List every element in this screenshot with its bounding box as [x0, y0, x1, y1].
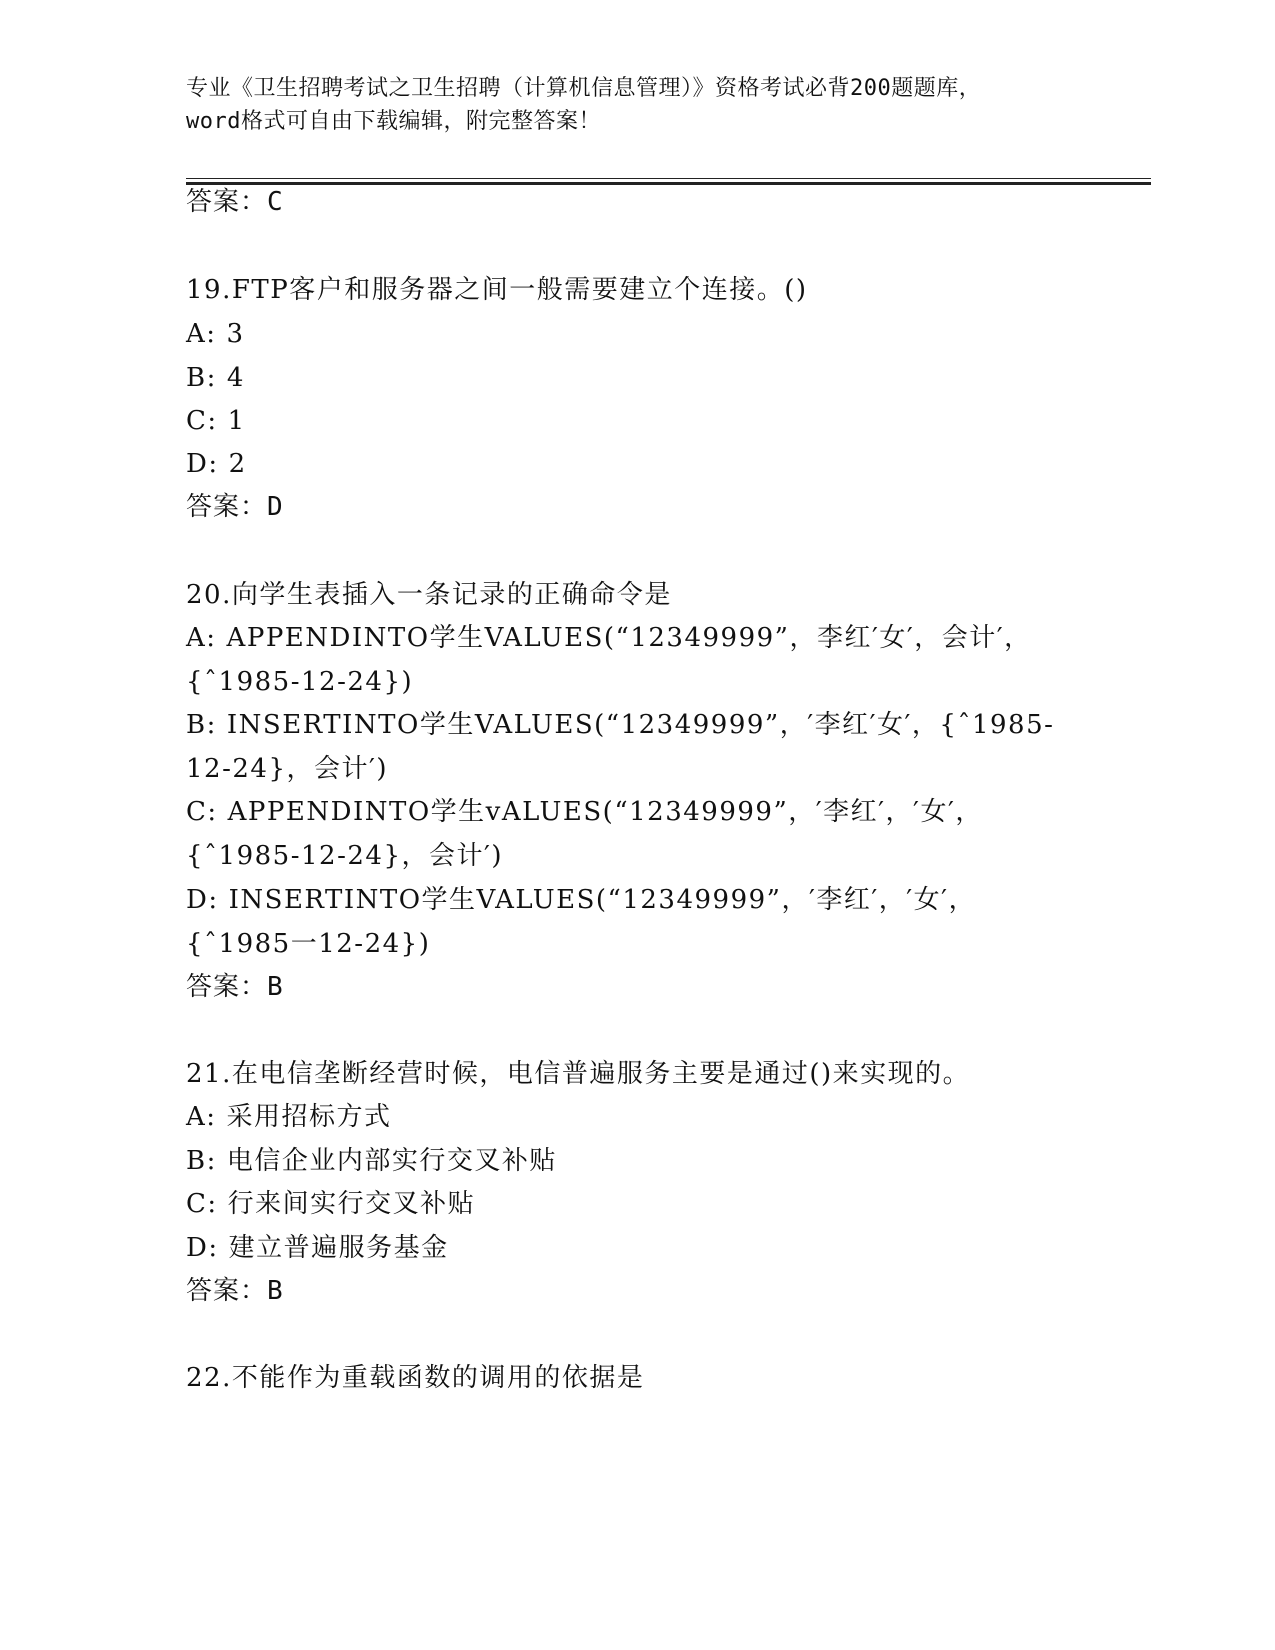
answer-prefix: 答案： — [186, 972, 268, 1002]
q21-option-b — [186, 1145, 557, 1177]
q20-answer — [186, 971, 284, 1003]
option-text: 电信企业内部实行交叉补贴 — [226, 1146, 557, 1176]
option-label: A: — [186, 319, 217, 349]
option-label: B: — [186, 363, 217, 393]
option-text: 采用招标方式 — [226, 1102, 392, 1132]
option-text: INSERTINTO学生VALUES(“12349999”，′李红′，′女′， — [228, 885, 977, 915]
option-label: C: — [186, 1189, 218, 1219]
q19-stem: 19.FTP客户和服务器之间一般需要建立个连接。() — [186, 275, 808, 305]
option-text: APPENDINTO学生vALUES(“12349999”，′李红′，′女′， — [227, 797, 983, 827]
q20-option-a-line-2: {ˆ1985-12-24}) — [186, 667, 414, 697]
option-label: C: — [186, 406, 218, 436]
option-text: INSERTINTO学生VALUES(“12349999”，′李红′女′，{ˆ1985- — [226, 710, 1055, 740]
q20-option-c-line-2: {ˆ1985-12-24}，会计′) — [186, 841, 504, 871]
q19-answer — [186, 491, 284, 523]
q20-option-c-line-1 — [186, 796, 983, 828]
option-label: B: — [186, 1146, 217, 1176]
q20-stem: 20.向学生表插入一条记录的正确命令是 — [186, 580, 672, 610]
header-title-line-1: 专业《卫生招聘考试之卫生招聘（计算机信息管理）》资格考试必背200题题库， — [186, 76, 982, 101]
option-text: APPENDINTO学生VALUES(“12349999”，李红′女′，会计′， — [226, 623, 1032, 653]
q20-option-d-line-2: {ˆ1985一12-24}) — [186, 929, 431, 959]
option-text: 4 — [226, 363, 245, 393]
q21-stem: 21.在电信垄断经营时候，电信普遍服务主要是通过()来实现的。 — [186, 1059, 971, 1089]
q20-option-d-line-1 — [186, 884, 976, 916]
option-text: 建立普遍服务基金 — [228, 1233, 449, 1263]
header-title-line-2: word格式可自由下载编辑，附完整答案！ — [186, 109, 601, 134]
option-label: B: — [186, 710, 217, 740]
answer-prefix: 答案： — [186, 187, 268, 217]
option-text: 1 — [227, 406, 246, 436]
answer-value: B — [267, 1276, 284, 1306]
answer-value: D — [267, 492, 284, 522]
q19-option-a — [186, 318, 245, 350]
option-text: 3 — [226, 319, 245, 349]
option-label: D: — [186, 1233, 219, 1263]
q19-option-c — [186, 405, 246, 437]
option-text: 2 — [228, 449, 247, 479]
answer-prefix: 答案： — [186, 1276, 268, 1306]
document-header — [186, 72, 1086, 138]
q18-answer — [186, 186, 284, 218]
q19-option-b — [186, 362, 245, 394]
q21-answer — [186, 1275, 284, 1307]
q19-option-d — [186, 448, 247, 480]
header-divider-thin — [186, 178, 1151, 179]
q20-option-b-line-1 — [186, 709, 1054, 741]
q21-option-d — [186, 1232, 449, 1264]
answer-value: B — [267, 972, 284, 1002]
option-label: A: — [186, 623, 217, 653]
q20-option-b-line-2: 12-24}，会计′) — [186, 754, 389, 784]
answer-value: C — [267, 187, 284, 217]
option-label: D: — [186, 449, 219, 479]
option-label: A: — [186, 1102, 217, 1132]
q21-option-a — [186, 1101, 392, 1133]
option-label: C: — [186, 797, 218, 827]
answer-prefix: 答案： — [186, 492, 268, 522]
option-text: 行来间实行交叉补贴 — [227, 1189, 476, 1219]
header-divider-thick — [186, 182, 1151, 185]
q21-option-c — [186, 1188, 475, 1220]
q22-stem: 22.不能作为重载函数的调用的依据是 — [186, 1363, 645, 1393]
q20-option-a-line-1 — [186, 622, 1032, 654]
option-label: D: — [186, 885, 219, 915]
